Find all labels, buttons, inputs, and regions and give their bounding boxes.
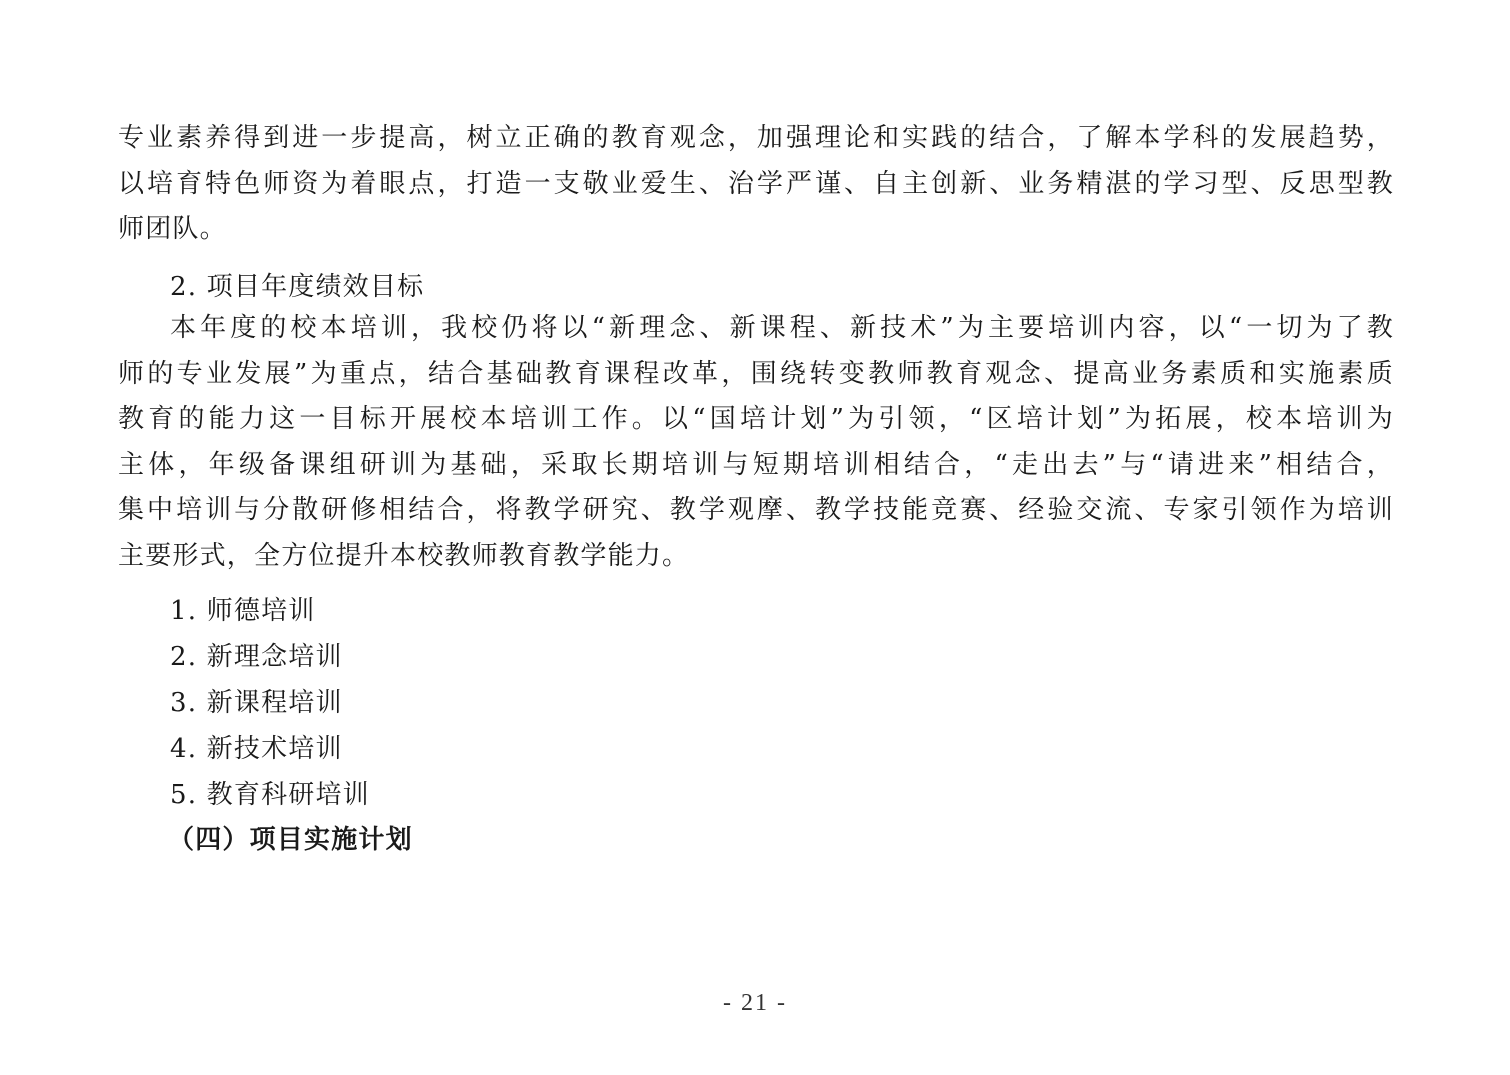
list-item-new-technology-training: 4. 新技术培训 xyxy=(170,734,343,764)
list-item-ethics-training: 1. 师德培训 xyxy=(170,596,316,626)
section-heading-implementation-plan: （四）项目实施计划 xyxy=(168,825,413,855)
list-item-new-concept-training: 2. 新理念培训 xyxy=(170,642,343,672)
goal-paragraph xyxy=(118,306,1394,579)
paragraph-line: 主要形式，全方位提升本校教师教育教学能力。 xyxy=(118,540,690,571)
paragraph-line: 以培育特色师资为着眼点，打造一支敬业爱生、治学严谨、自主创新、业务精湛的学习型、反思型教 xyxy=(118,168,1394,199)
intro-paragraph xyxy=(118,116,1394,253)
section-heading-performance-goals: 2. 项目年度绩效目标 xyxy=(170,272,425,302)
paragraph-line: 师的专业发展”为重点，结合基础教育课程改革，围绕转变教师教育观念、提高业务素质和实施素质 xyxy=(118,358,1394,389)
paragraph-line: 主体，年级备课组研训为基础，采取长期培训与短期培训相结合，“走出去”与“请进来”相结合， xyxy=(118,449,1394,480)
list-item-new-curriculum-training: 3. 新课程培训 xyxy=(170,688,343,718)
page-number: - 21 - xyxy=(723,990,787,1016)
list-item-research-training: 5. 教育科研培训 xyxy=(170,780,370,810)
paragraph-line: 教育的能力这一目标开展校本培训工作。以“国培计划”为引领，“区培计划”为拓展，校本培训为 xyxy=(118,404,1394,434)
paragraph-line: 集中培训与分散研修相结合，将教学研究、教学观摩、教学技能竞赛、经验交流、专家引领作为培训 xyxy=(118,495,1394,525)
paragraph-line: 师团队。 xyxy=(118,214,227,244)
paragraph-line: 本年度的校本培训，我校仍将以“新理念、新课程、新技术”为主要培训内容，以“一切为了教 xyxy=(170,313,1394,343)
paragraph-line: 专业素养得到进一步提高，树立正确的教育观念，加强理论和实践的结合，了解本学科的发展趋势， xyxy=(118,123,1394,153)
